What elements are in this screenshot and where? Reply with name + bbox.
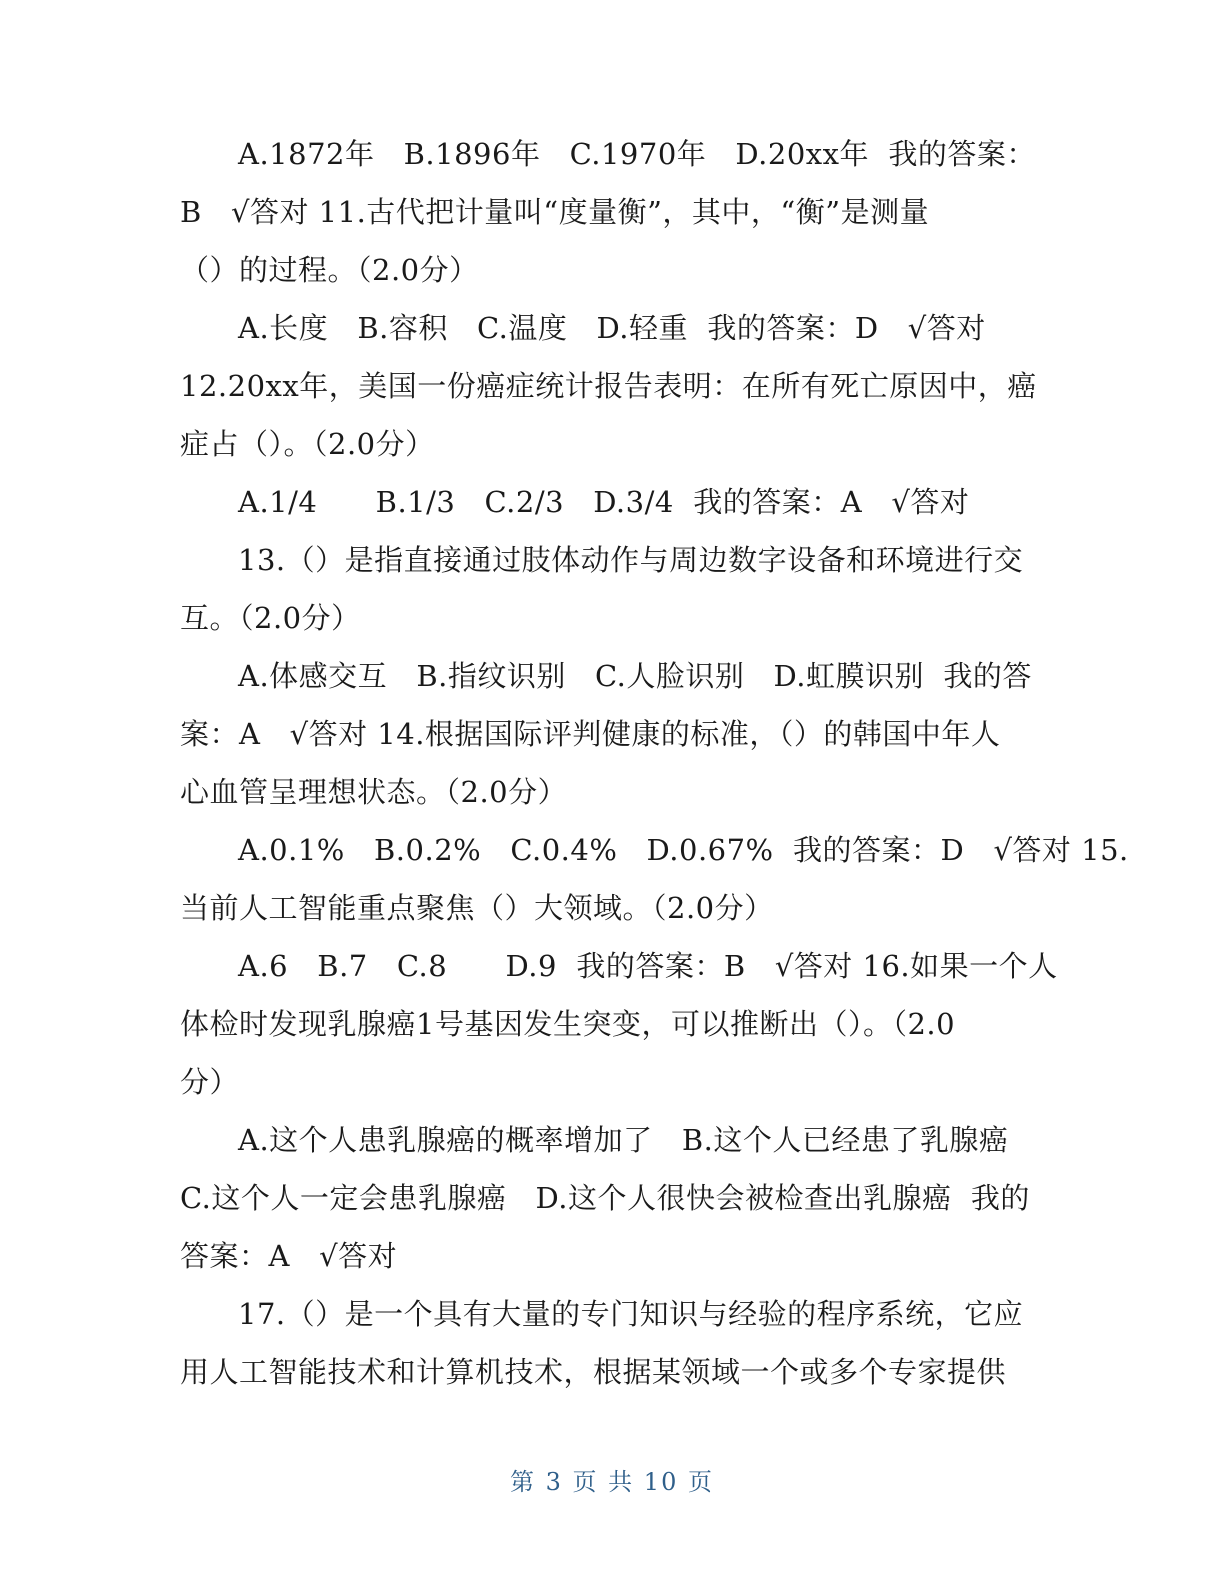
text-line: A.这个人患乳腺癌的概率增加了 B.这个人已经患了乳腺癌 [238,1123,1009,1157]
text-line: 案：A √答对 14.根据国际评判健康的标准，（）的韩国中年人 [180,717,1001,751]
text-line: 用人工智能技术和计算机技术，根据某领域一个或多个专家提供 [180,1355,1007,1389]
text-line: 12.20xx年，美国一份癌症统计报告表明：在所有死亡原因中，癌 [180,369,1037,403]
text-line: A.体感交互 B.指纹识别 C.人脸识别 D.虹膜识别 我的答 [238,659,1032,693]
text-line: 互。（2.0分） [180,601,361,635]
text-line: 当前人工智能重点聚焦（）大领域。（2.0分） [180,891,774,925]
page-footer: 第 3 页 共 10 页 [510,1468,714,1496]
text-line: 心血管呈理想状态。（2.0分） [180,775,568,809]
text-line: 分） [180,1065,240,1099]
text-line: 13.（）是指直接通过肢体动作与周边数字设备和环境进行交 [238,543,1024,577]
text-line: A.长度 B.容积 C.温度 D.轻重 我的答案：D √答对 [238,311,986,345]
text-line: A.6 B.7 C.8 D.9 我的答案：B √答对 16.如果一个人 [238,949,1058,983]
text-line: 答案：A √答对 [180,1239,398,1273]
text-line: （）的过程。（2.0分） [180,253,479,287]
text-line: B √答对 11.古代把计量叫“度量衡”，其中，“衡”是测量 [180,195,930,229]
text-line: 症占（）。（2.0分） [180,427,435,461]
text-line: 17.（）是一个具有大量的专门知识与经验的程序系统，它应 [238,1297,1024,1331]
text-line: A.0.1% B.0.2% C.0.4% D.0.67% 我的答案：D √答对 15. [238,833,1129,867]
text-line: A.1/4 B.1/3 C.2/3 D.3/4 我的答案：A √答对 [238,485,970,519]
text-line: C.这个人一定会患乳腺癌 D.这个人很快会被检查出乳腺癌 我的 [180,1181,1030,1215]
text-line: A.1872年 B.1896年 C.1970年 D.20xx年 我的答案： [238,137,1036,171]
text-line: 体检时发现乳腺癌1号基因发生突变，可以推断出（）。（2.0 [180,1007,956,1041]
document-body [180,125,1129,1401]
